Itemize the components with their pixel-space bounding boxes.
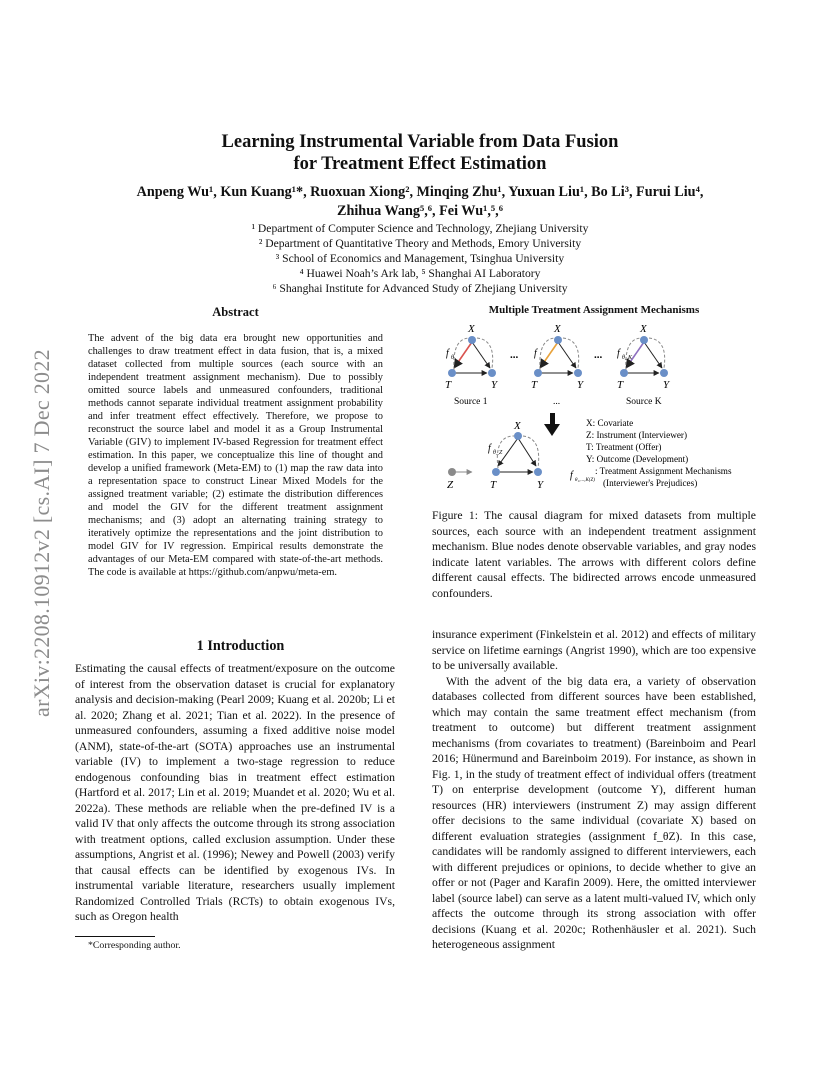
abstract-heading: Abstract — [212, 305, 259, 319]
footnote-corresponding: *Corresponding author. — [88, 940, 181, 951]
node-t-icon — [492, 468, 500, 476]
legend-y: Y: Outcome (Development) — [586, 454, 689, 464]
label-t: T — [490, 479, 497, 491]
node-z-icon — [448, 468, 456, 476]
affiliation-3: ³ School of Economics and Management, Tsinghua University — [275, 252, 565, 265]
label-source-k: Source K — [626, 397, 662, 407]
paper-title — [80, 131, 760, 175]
label-fz: f — [488, 443, 491, 454]
legend-f-desc: : Treatment Assignment Mechanisms — [595, 466, 732, 476]
down-arrow-icon — [544, 413, 560, 436]
arxiv-watermark: arXiv:2208.10912v2 [cs.AI] 7 Dec 2022 — [29, 349, 54, 717]
intro-paragraph-1: Estimating the causal effects of treatment/exposure on the outcome of interest from the observation dataset is crucial for explanatory analysis and decision-making (Pearl 2009; Kuang et al. 2020b; Li et al. 2020; Zhang et al. 2021; Tian et al. 2022). In the presence of unmeasured confounders, assuming a fixed additive noise model (ANM), state-of-the-art (SOTA) approaches use an instrumental variable (IV) to implement a two-stage regression to reduce endogenous confounding bias in treatment effect estimation (Hartford et al. 2017; Lin et al. 2019; Muandet et al. 2020; Wu et al. 2022a). These methods are reliable when the pre-defined IV is a valid IV that only affects the outcome through its strong association with treatment options, called exclusion assumption. Under these assumptions, Angrist et al. (1996); Newey and Powell (2003) verify that causal effects can be identified by exogenous IVs. In instrumental variable literature, researchers usually implement Randomized Controlled Trials (RCTs) to obtain exogenous IVs, such as Oregon health — [75, 662, 395, 923]
label-x: X — [640, 323, 647, 335]
node-y-icon — [534, 468, 542, 476]
node-t-icon — [534, 369, 542, 377]
legend-x: X: Covariate — [586, 418, 634, 428]
figure-legend — [570, 418, 732, 488]
label-x: X — [468, 323, 475, 335]
affiliation-1: ¹ Department of Computer Science and Technology, Zhejiang University — [251, 222, 589, 235]
affiliations — [130, 221, 710, 296]
label-x: X — [554, 323, 561, 335]
title-line-1: Learning Instrumental Variable from Data Fusion — [221, 132, 619, 152]
node-y-icon — [660, 369, 668, 377]
footnote-rule — [75, 936, 155, 937]
label-fk-sub: θ_K — [622, 355, 632, 361]
affiliation-4: ⁴ Huawei Noah’s Ark lab, ⁵ Shanghai AI Laboratory — [299, 267, 541, 280]
label-fk: f — [617, 348, 620, 359]
causal-diagram — [432, 318, 756, 494]
label-t: T — [617, 379, 624, 391]
node-x-icon — [468, 336, 476, 344]
source-k-diagram — [617, 323, 671, 407]
abstract-text: The advent of the big data era brought new opportunities and challenges to draw treatment effect in data fusion, that is, a mixed dataset collected from multiple sources (each source with an independent treatment assignment mechanism). Due to possibly omitted source labels and unmeasured confounders, traditional methods cannot separate individual treatment assignment probability and infer treatment effect effectively. Therefore, we propose to reconstruct the source label and model it as a Group Instrumental Variable (GIV) to implement IV-based Regression for treatment effect estimation. In this paper, we conceptualize this line of thought and develop a unified framework (Meta-EM) to (1) map the raw data into a representation space to construct Linear Mixed Models for the assigned treatment variable; (2) estimate the distribution differences and model the GIV for the different treatment assignment mechanisms; and (3) adopt an alternating training strategy to iteratively optimize the representations and the joint distribution to model GIV for IV regression. Empirical results demonstrate the advantages of our Meta-EM compared with state-of-the-art methods. The code is available at https://github.com/anpwu/meta-em. — [88, 333, 383, 578]
source-mid-diagram — [531, 323, 585, 407]
legend-f-desc-2: (Interviewer's Prejudices) — [603, 478, 698, 488]
figure-heading: Multiple Treatment Assignment Mechanisms — [488, 304, 700, 316]
legend-f-sub: θ₁,...,K(Z) — [575, 478, 595, 483]
legend-t: T: Treatment (Offer) — [586, 442, 662, 452]
intro-right-column — [432, 627, 756, 953]
merged-diagram — [447, 420, 545, 491]
authors-line-2: Zhihua Wang⁵,⁶, Fei Wu¹,⁵,⁶ — [337, 203, 503, 219]
label-fz-sub: θ_Z — [493, 450, 503, 456]
intro-paragraph-2: With the advent of the big data era, a variety of observation databases collected from different sources have been established, which may contain the same treatment effect mechanism (from treatment to outcome) but different treatment assignment mechanisms (from covariates to treatment) (Bareinboim and Pearl 2016; Hünermund and Bareinboim 2019). For instance, as shown in Fig. 1, in the study of treatment effect of individual offers (treatment T) on enterprise development (outcome Y), different human resources (HR) interviewers (instrument Z) may assign different offer decisions to the same individual (covariate X) based on different evaluation strategies (assignment f_θZ). In this case, candidates will be randomly assigned to different interviewers, each with different prejudices or opinions, to decide whether to give an offer or not (Pager and Karafin 2009). Here, the omitted interviewer label (source label) can serve as a latent multi-valued IV, which only affects the outcome through its strong association with offer decisions (Kuang et al. 2020c; Rothenhäusler et al. 2021). Such heterogeneous assignment — [432, 674, 756, 951]
ellipsis-1: ... — [510, 349, 519, 361]
figure-caption: Figure 1: The causal diagram for mixed datasets from multiple sources, each source with an independent treatment assignment mechanism. Blue nodes denote observable variables, and gray nodes indicate latent variables. The arrows with different colors define different causal effects. The bidirected arrows encode unmeasured confounders. — [432, 509, 756, 600]
node-t-icon — [448, 369, 456, 377]
node-t-icon — [620, 369, 628, 377]
legend-f: f — [570, 470, 573, 481]
ellipsis-2: ... — [594, 349, 603, 361]
affiliation-2: ² Department of Quantitative Theory and Methods, Emory University — [258, 237, 582, 250]
label-source-mid: ... — [553, 397, 561, 407]
node-y-icon — [574, 369, 582, 377]
label-z: Z — [447, 479, 454, 491]
intro-paragraph-continued: insurance experiment (Finkelstein et al. 2012) and effects of military service on lifetime earnings (Angrist 1990), which are too expensive to be universally available. — [432, 628, 756, 672]
label-source-1: Source 1 — [454, 397, 488, 407]
title-line-2: for Treatment Effect Estimation — [293, 154, 547, 174]
label-t: T — [531, 379, 538, 391]
label-f-mid: f — [534, 348, 537, 359]
author-list — [60, 183, 780, 221]
source-1-diagram — [445, 323, 499, 407]
label-y: Y — [491, 379, 498, 391]
node-y-icon — [488, 369, 496, 377]
section-heading-introduction: 1 Introduction — [196, 638, 285, 654]
label-f1-sub: θ₁ — [451, 355, 457, 361]
label-f1: f — [446, 348, 449, 359]
legend-z: Z: Instrument (Interviewer) — [586, 430, 688, 440]
label-x: X — [514, 420, 521, 432]
affiliation-5: ⁶ Shanghai Institute for Advanced Study of Zhejiang University — [272, 282, 568, 295]
label-t: T — [445, 379, 452, 391]
label-y: Y — [577, 379, 584, 391]
node-x-icon — [640, 336, 648, 344]
label-y: Y — [663, 379, 670, 391]
authors-line-1: Anpeng Wu¹, Kun Kuang¹*, Ruoxuan Xiong², Minqing Zhu¹, Yuxuan Liu¹, Bo Li³, Furui Liu⁴, — [136, 184, 704, 200]
node-x-icon — [554, 336, 562, 344]
label-y: Y — [537, 479, 544, 491]
node-x-icon — [514, 432, 522, 440]
intro-left-column — [75, 661, 395, 925]
